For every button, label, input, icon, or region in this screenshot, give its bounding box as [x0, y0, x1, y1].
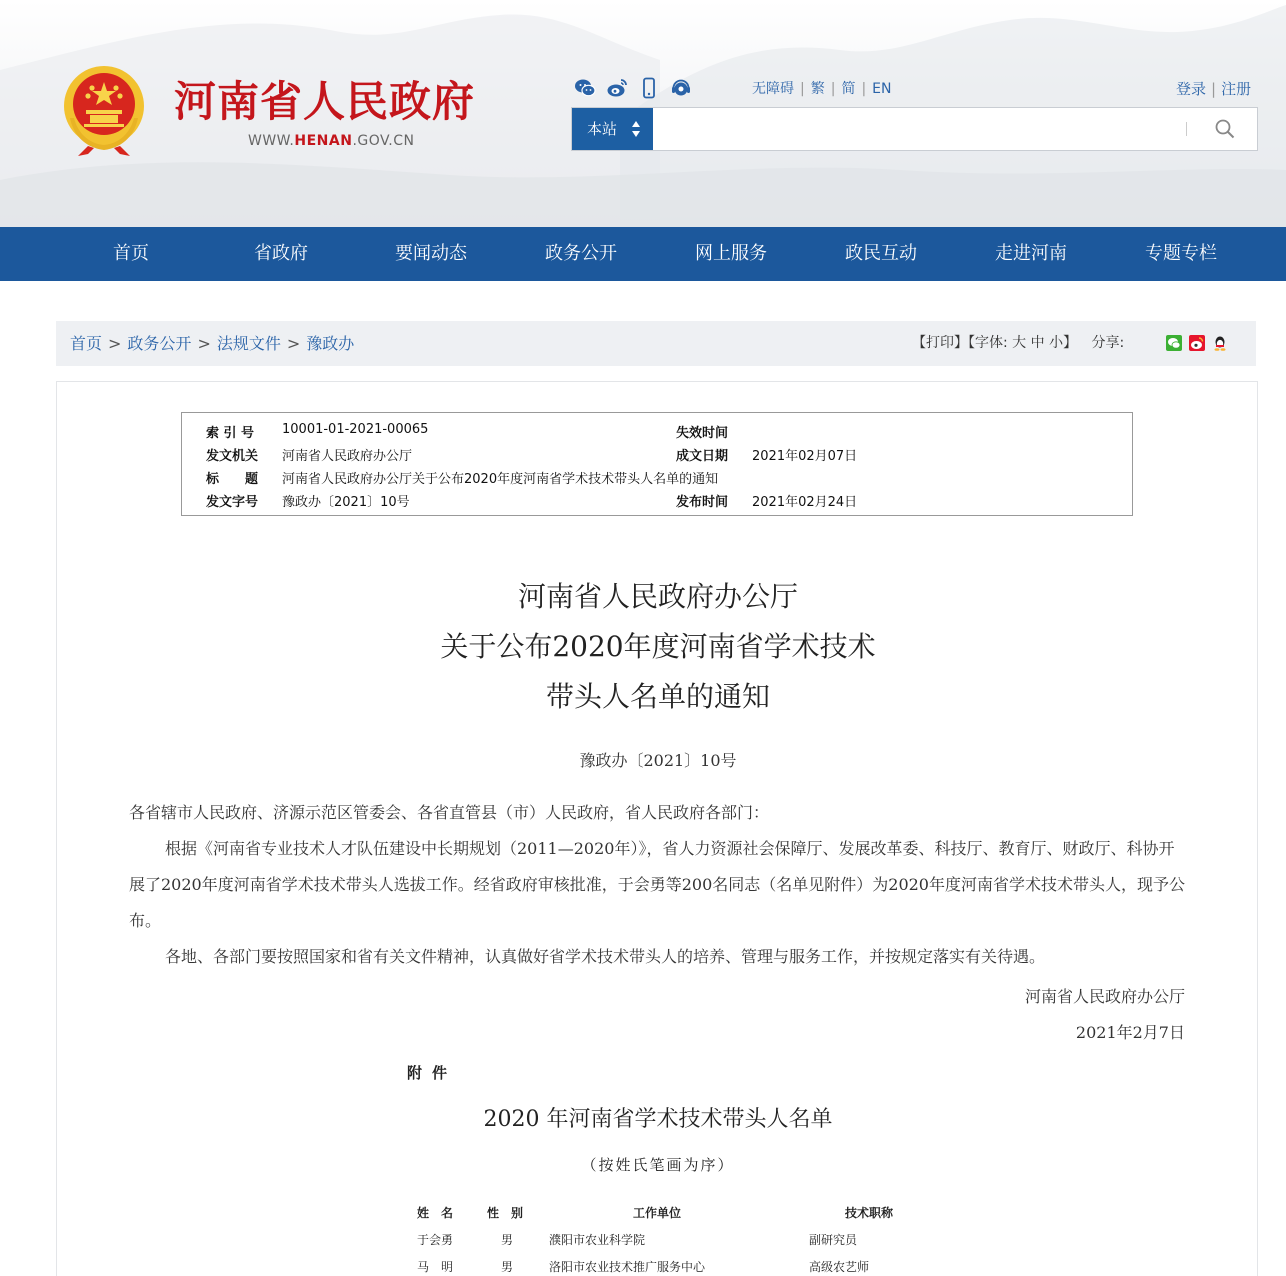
- share-weibo-icon[interactable]: [1189, 335, 1205, 351]
- meta-date-value: 2021年02月07日: [752, 449, 858, 464]
- account-links: 登录 | 注册: [1176, 80, 1252, 98]
- search-scope-select[interactable]: [572, 108, 653, 150]
- meta-expire-label: 失效时间: [676, 426, 729, 441]
- document-title-line-2: 关于公布2020年度河南省学术技术: [440, 630, 876, 663]
- site-url: [248, 133, 414, 149]
- attachment-subtitle: （按姓氏笔画为序）: [581, 1156, 735, 1174]
- col-workplace: 工作单位: [633, 1205, 682, 1220]
- document-number: 豫政办〔2021〕10号: [579, 751, 737, 770]
- main-nav: [0, 227, 1286, 281]
- nav-online-service[interactable]: 网上服务: [695, 243, 767, 264]
- font-size-label: 【字体:: [968, 335, 1008, 351]
- col-gender: 性 别: [487, 1205, 524, 1220]
- font-small-button[interactable]: 小: [1049, 335, 1064, 351]
- meta-publish-label: 发布时间: [676, 495, 729, 510]
- meta-docno-label: 发文字号: [206, 495, 259, 510]
- meta-title-value: 河南省人民政府办公厅关于公布2020年度河南省学术技术带头人名单的通知: [282, 472, 719, 487]
- search-input[interactable]: [656, 111, 1176, 147]
- cell-name: 于会勇: [417, 1233, 454, 1247]
- simplified-link[interactable]: 简: [841, 81, 856, 97]
- cell-gender: 男: [501, 1233, 514, 1247]
- col-name: 姓 名: [417, 1205, 454, 1220]
- breadcrumb-home[interactable]: 首页: [70, 334, 103, 353]
- language-links: 无障碍 | 繁 | 简 | EN: [752, 81, 892, 97]
- meta-index-value: 10001-01-2021-00065: [282, 422, 429, 437]
- meta-docno-value: 豫政办〔2021〕10号: [282, 495, 410, 510]
- meta-title-label: 标 题: [206, 472, 259, 487]
- nav-province-gov[interactable]: 省政府: [254, 243, 308, 264]
- document-title-line-3: 带头人名单的通知: [545, 680, 770, 713]
- weibo-icon[interactable]: [606, 77, 628, 99]
- breadcrumb: 首页 > 政务公开 > 法规文件 > 豫政办: [70, 334, 355, 353]
- breadcrumb-bar: [56, 321, 1256, 366]
- article-tools: [912, 321, 1124, 366]
- cell-name: 马 明: [417, 1260, 454, 1274]
- search-bar: [571, 107, 1258, 151]
- signature: 河南省人民政府办公厅: [1024, 987, 1185, 1006]
- mobile-icon[interactable]: [638, 77, 660, 99]
- social-links: [574, 77, 692, 99]
- cell-workplace: 濮阳市农业科学院: [549, 1233, 646, 1247]
- breadcrumb-yuzhengban[interactable]: 豫政办: [306, 334, 355, 353]
- print-button[interactable]: 【打印】: [912, 335, 968, 351]
- share-label: 分享:: [1091, 335, 1125, 351]
- national-emblem-icon: [58, 62, 150, 158]
- sign-date: 2021年2月7日: [1075, 1023, 1185, 1042]
- cell-title: 副研究员: [809, 1233, 858, 1247]
- nav-gov-affairs[interactable]: 政务公开: [545, 243, 617, 264]
- url-suffix: .GOV.CN: [352, 133, 415, 149]
- accessibility-link[interactable]: 无障碍: [752, 81, 794, 97]
- nav-interaction[interactable]: 政民互动: [845, 243, 917, 264]
- leader-list-table: [417, 1198, 929, 1276]
- nav-news[interactable]: 要闻动态: [395, 243, 467, 264]
- meta-date-label: 成文日期: [676, 449, 729, 464]
- salutation: 各省辖市人民政府、济源示范区管委会、各省直管县（市）人民政府，省人民政府各部门：: [129, 803, 770, 822]
- meta-publish-value: 2021年02月24日: [752, 495, 858, 510]
- search-scope-label: 本站: [587, 120, 618, 138]
- share-qq-icon[interactable]: [1212, 335, 1228, 351]
- meta-issuer-label: 发文机关: [206, 449, 259, 464]
- attachment-title: 2020 年河南省学术技术带头人名单: [483, 1107, 833, 1132]
- font-size-end: 】: [1063, 335, 1078, 351]
- register-link[interactable]: 注册: [1221, 80, 1252, 98]
- meta-issuer-value: 河南省人民政府办公厅: [282, 449, 413, 464]
- nav-special-topics[interactable]: 专题专栏: [1145, 243, 1217, 264]
- cell-workplace: 洛阳市农业技术推广服务中心: [549, 1260, 706, 1274]
- cell-title: 高级农艺师: [809, 1260, 870, 1274]
- search-divider: [1186, 122, 1187, 136]
- search-icon[interactable]: [1214, 118, 1236, 140]
- font-medium-button[interactable]: 中: [1030, 335, 1045, 351]
- paragraph-1: 根据《河南省专业技术人才队伍建设中长期规划（2011—2020年）》，省人力资源社会保障厅、发展改革委、科技厅、教育厅、财政厅、科协开展了2020年度河南省学术技术带头人选拔工作。经省政府审核批准，于会勇等200名同志（名单见附件）为2020年度河南省学术技术带头人，现予公布。: [129, 839, 1185, 930]
- meta-index-label: 索 引 号: [206, 426, 255, 441]
- english-link[interactable]: EN: [872, 81, 892, 97]
- share-wechat-icon[interactable]: [1166, 335, 1182, 351]
- attachment-label: 附件: [407, 1064, 458, 1082]
- login-link[interactable]: 登录: [1176, 80, 1207, 98]
- wechat-icon[interactable]: [574, 77, 596, 99]
- site-name[interactable]: 河南省人民政府: [174, 77, 476, 126]
- breadcrumb-gov-affairs[interactable]: 政务公开: [127, 334, 192, 353]
- font-large-button[interactable]: 大: [1012, 335, 1027, 351]
- service-icon[interactable]: [670, 77, 692, 99]
- nav-about-henan[interactable]: 走进河南: [995, 243, 1067, 264]
- nav-home[interactable]: 首页: [113, 243, 149, 264]
- url-prefix: WWW.: [248, 133, 295, 149]
- cell-gender: 男: [501, 1260, 514, 1274]
- breadcrumb-regulations[interactable]: 法规文件: [216, 334, 281, 353]
- document-meta-table: [181, 412, 1133, 516]
- table-row: [417, 1253, 929, 1276]
- site-header: [0, 0, 1286, 227]
- table-row: [417, 1226, 929, 1253]
- scope-toggle-icon: [632, 117, 640, 141]
- url-highlight: HENAN: [294, 133, 353, 149]
- traditional-link[interactable]: 繁: [810, 81, 825, 97]
- document-title-line-1: 河南省人民政府办公厅: [517, 580, 798, 613]
- col-title: 技术职称: [845, 1205, 894, 1220]
- article-content: [56, 381, 1258, 1276]
- table-header-row: [417, 1198, 929, 1226]
- paragraph-2: 各地、各部门要按照国家和省有关文件精神，认真做好省学术技术带头人的培养、管理与服务工作，并按规定落实有关待遇。: [165, 947, 1046, 966]
